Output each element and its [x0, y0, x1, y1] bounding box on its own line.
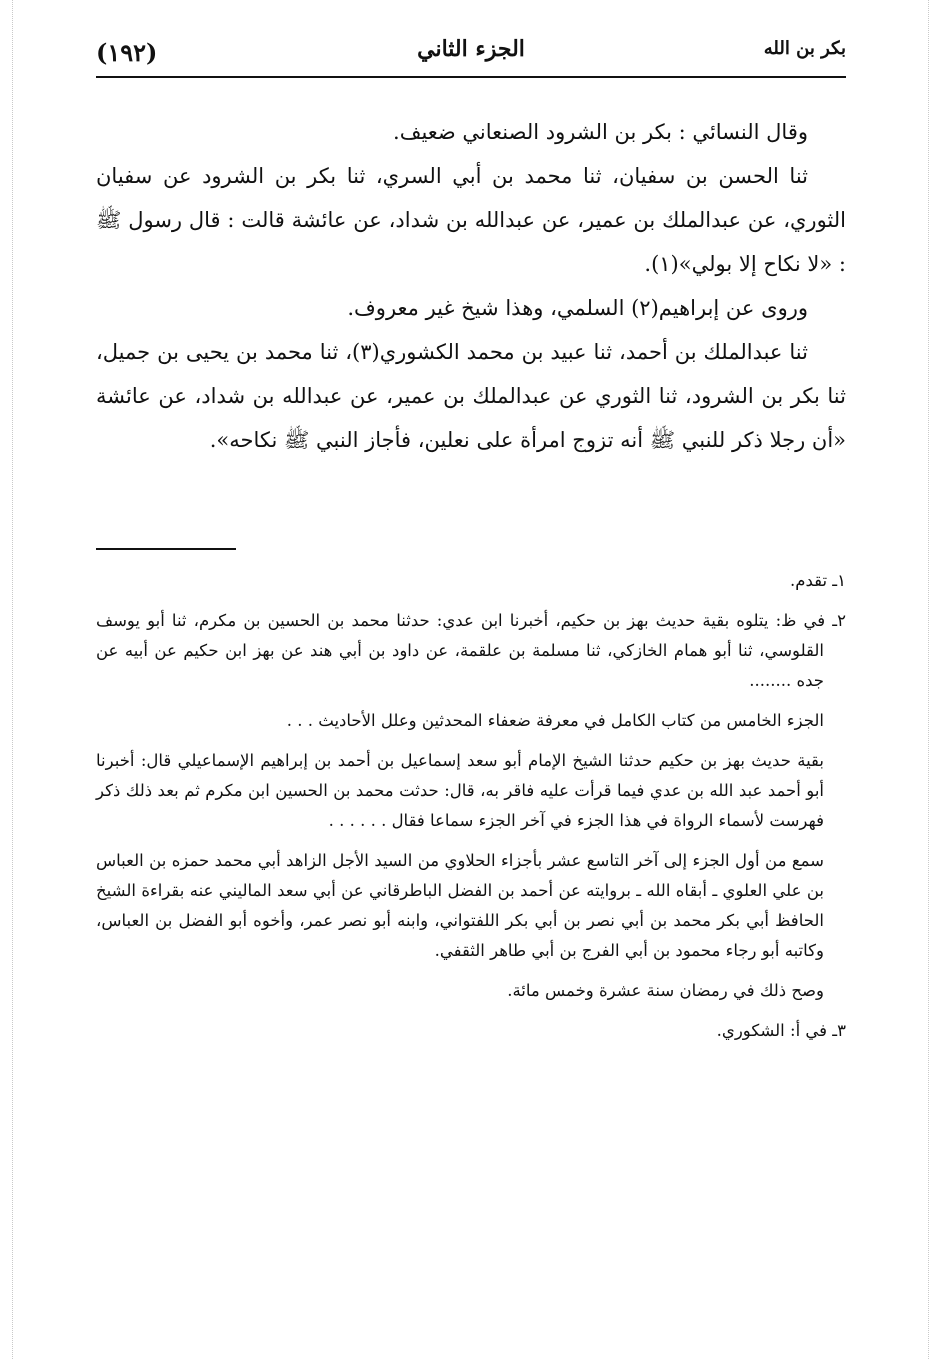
footnote-2-ellipsis: ........ [749, 671, 792, 690]
footnote-separator [96, 548, 236, 550]
footnote-2-label: ٢ـ [832, 611, 846, 630]
footnote-2-baqiyya: بقية حديث بهز بن حكيم حدثنا الشيخ الإمام أبو سعد إسماعيل بن أحمد بن إبراهيم الإسماعيلي قال: أخبرنا أبو أحمد عبد الله بن عدي فيما قرأت عليه فاقر به، قال: حدثت محمد بن الحسين ابن مكرم ثم بعد ذلك ذكر فهرست لأسماء الرواة في هذا الجزء في آخر الجزء سماعا فقال . . . . . . [96, 751, 824, 830]
main-text [96, 110, 846, 462]
body-paragraph: وقال النسائي : بكر بن الشرود الصنعاني ضعيف. [393, 120, 808, 144]
body-paragraph: ثنا عبدالملك بن أحمد، ثنا عبيد بن محمد الكشوري(٣)، ثنا محمد بن يحيى بن جميل، ثنا بكر بن الشرود، ثنا الثوري عن عبدالملك بن عمير، عن عبدالله بن شداد، عن عائشة «أن رجلا ذكر للنبي ﷺ أنه تزوج امرأة على نعلين، فأجاز النبي ﷺ نكاحه». [96, 340, 846, 452]
page-number: (١٩٢) [96, 38, 158, 67]
page-edge-right [928, 0, 929, 1359]
footnote-2 [96, 606, 846, 696]
body-paragraph: وروى عن إبراهيم(٢) السلمي، وهذا شيخ غير معروف. [347, 296, 808, 320]
body-paragraph: ثنا الحسن بن سفيان، ثنا محمد بن أبي السري، ثنا بكر بن الشرود عن سفيان الثوري، عن عبدالملك بن عمير، عن عبدالله بن شداد، عن عائشة قالت : قال رسول ﷺ : «لا نكاح إلا بولي»(١). [96, 164, 846, 276]
running-head: بكر بن الله [763, 38, 846, 59]
footnote-2-sahh: وصح ذلك في رمضان سنة عشرة وخمس مائة. [507, 981, 824, 1000]
footnote-2-text: في ظ: يتلوه بقية حديث بهز بن حكيم، أخبرنا ابن عدي: حدثنا محمد بن الحسين بن مكرم، ثنا أبو يوسف القلوسي، ثنا أبو همام الخازكي، ثنا مسلمة بن علقمة، عن داود بن أبي هند عن بهز ابن حكيم عن أبيه عن جده [96, 611, 826, 690]
header-title: الجزء الثاني [417, 36, 525, 62]
footnotes [96, 566, 846, 1046]
footnote-2-juz: الجزء الخامس من كتاب الكامل في معرفة ضعفاء المحدثين وعلل الأحاديث . . . [286, 711, 824, 730]
footnote-2-sama: سمع من أول الجزء إلى آخر التاسع عشر بأجزاء الحلاوي من السيد الأجل الزاهد أبي محمد حمزه بن العباس بن علي العلوي ـ أبقاه الله ـ بروايته عن أحمد بن الفضل الباطرقاني عن أبي سعد الماليني عنه بقراءة الشيخ الحافظ أبي بكر محمد بن أبي نصر بن أبي بكر اللفتواني، وابنه أبو نصر عمر، وأخوه أبو الفضل بن العباس، وكاتبه أبو رجاء محمود بن أبي الفرج بن أبي طاهر الثقفي. [96, 851, 824, 960]
footnote-3: ٣ـ في أ: الشكوري. [716, 1021, 846, 1040]
header-rule [96, 76, 846, 78]
page-edge-left [12, 0, 13, 1359]
page-header [96, 24, 846, 80]
footnote-1: ١ـ تقدم. [789, 571, 846, 590]
